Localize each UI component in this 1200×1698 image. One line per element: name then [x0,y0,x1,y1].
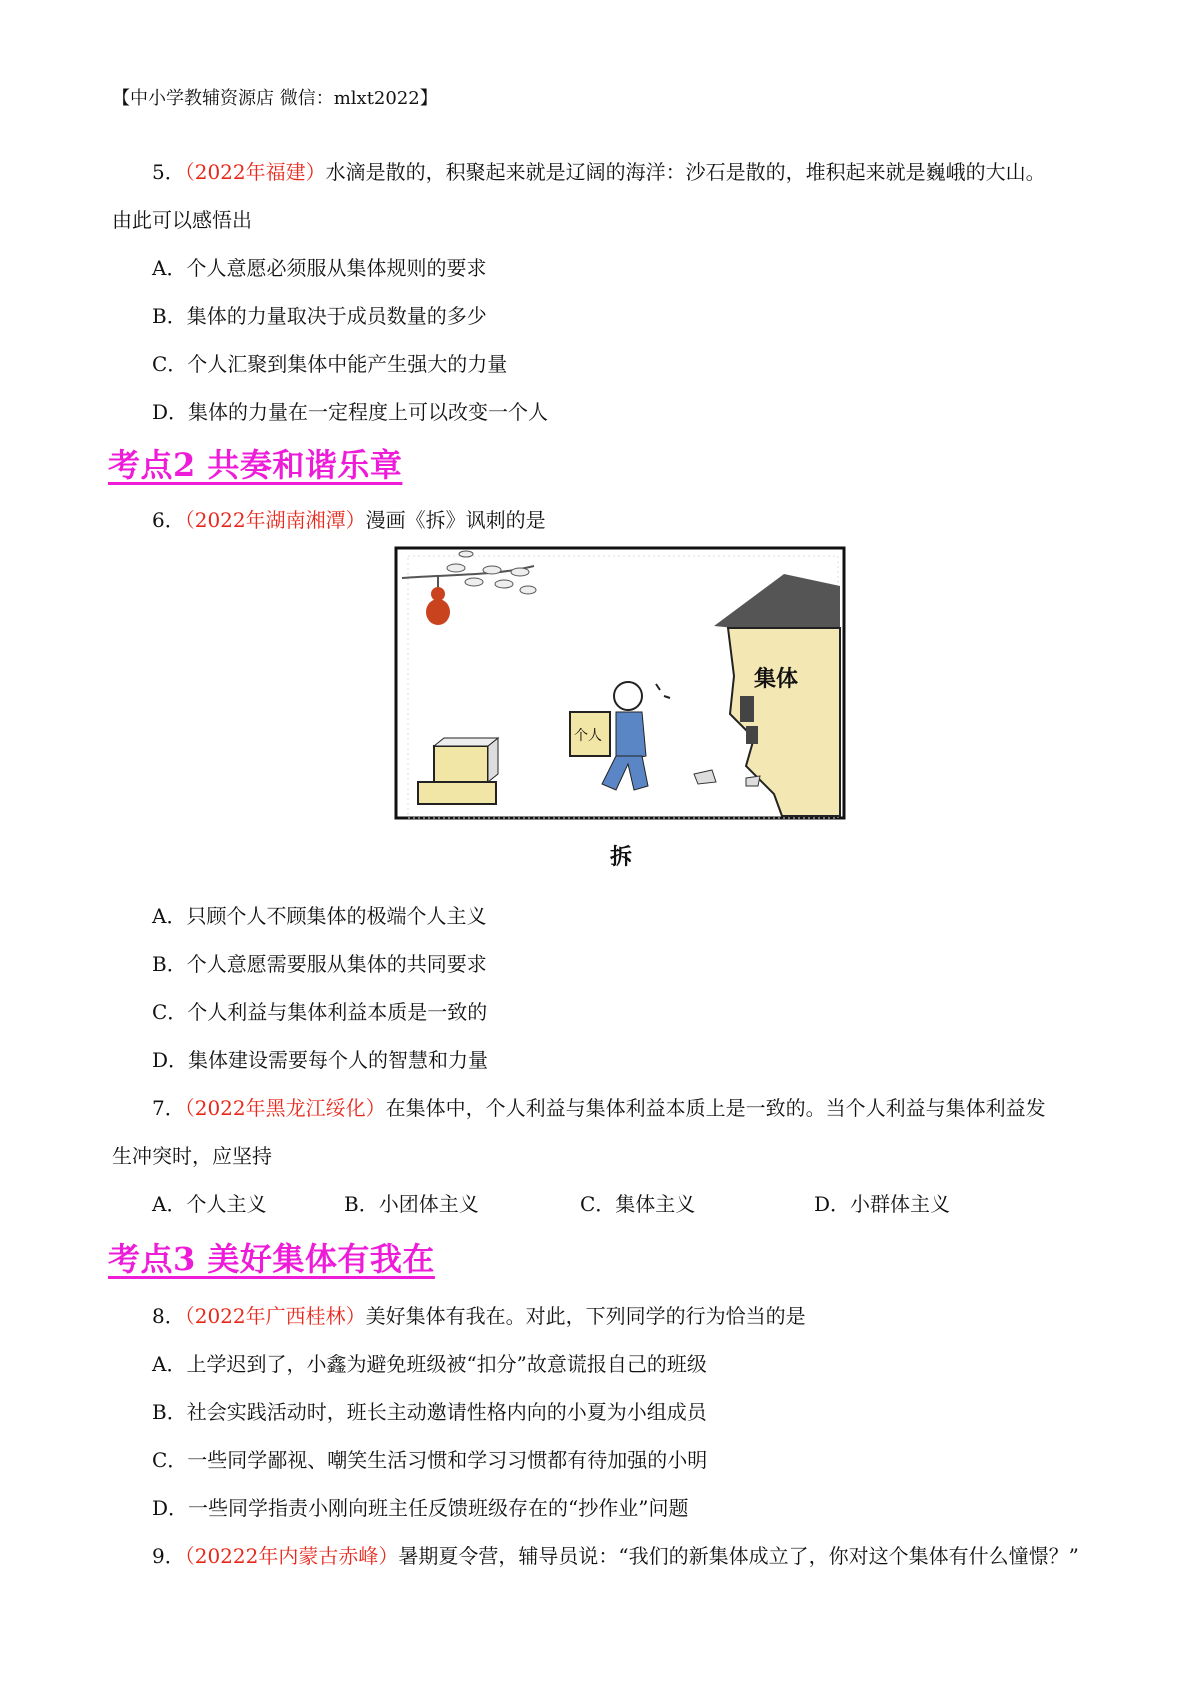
question-7-stem [152,1092,1046,1121]
comic-caption: 拆 [610,845,633,870]
question-number: 9． [152,1544,185,1568]
question-7-option-c: C．集体主义 [580,1192,696,1216]
question-5-stem [152,156,1046,185]
question-7-option-b: B．小团体主义 [344,1192,479,1216]
question-5-stem-cont: 由此可以感悟出 [112,208,252,232]
page-header: 【中小学教辅资源店 微信：mlxt2022】 [112,88,438,109]
question-5-option-b: B．集体的力量取决于成员数量的多少 [152,304,487,328]
question-7-option-d: D．小群体主义 [814,1192,951,1216]
question-text: 在集体中，个人利益与集体利益本质上是一致的。当个人利益与集体利益发 [385,1096,1046,1120]
section-heading-2: 考点2 共奏和谐乐章 [108,446,403,484]
question-source: （2022年湖南湘潭） [184,508,366,532]
question-6-option-d: D．集体建设需要每个人的智慧和力量 [152,1048,489,1072]
question-text: 美好集体有我在。对此，下列同学的行为恰当的是 [365,1304,806,1328]
question-9-stem [152,1540,1079,1569]
question-number: 6． [152,508,185,532]
section-heading-3: 考点3 美好集体有我在 [108,1240,435,1278]
question-7-option-a: A．个人主义 [152,1192,267,1216]
question-8-stem [152,1300,806,1329]
question-8-option-d: D．一些同学指责小刚向班主任反馈班级存在的“抄作业”问题 [152,1496,689,1520]
question-8-option-a: A．上学迟到了，小鑫为避免班级被“扣分”故意谎报自己的班级 [152,1352,707,1376]
question-7-stem-cont: 生冲突时，应坚持 [112,1144,272,1168]
question-6-option-c: C．个人利益与集体利益本质是一致的 [152,1000,488,1024]
question-5-option-a: A．个人意愿必须服从集体规则的要求 [152,256,487,280]
question-number: 8． [152,1304,185,1328]
question-source: （2022年黑龙江绥化） [184,1096,386,1120]
question-source: （2022年福建） [184,160,326,184]
house-label: 集体 [754,667,799,692]
question-text: 漫画《拆》讽刺的是 [365,508,546,532]
comic-illustration [394,546,846,832]
question-6-option-a: A．只顾个人不顾集体的极端个人主义 [152,904,487,928]
question-6-option-b: B．个人意愿需要服从集体的共同要求 [152,952,487,976]
question-source: （2022年广西桂林） [184,1304,366,1328]
question-5-option-d: D．集体的力量在一定程度上可以改变一个人 [152,400,549,424]
question-text: 暑期夏令营，辅导员说：“我们的新集体成立了，你对这个集体有什么憧憬？” [398,1544,1079,1568]
question-6-stem [152,504,546,533]
question-8-option-b: B．社会实践活动时，班长主动邀请性格内向的小夏为小组成员 [152,1400,707,1424]
comic-svg [394,546,846,832]
question-source: （20222年内蒙古赤峰） [184,1544,399,1568]
question-number: 5． [152,160,185,184]
question-5-option-c: C．个人汇聚到集体中能产生强大的力量 [152,352,508,376]
question-text: 水滴是散的，积聚起来就是辽阔的海洋：沙石是散的，堆积起来就是巍峨的大山。 [325,160,1046,184]
question-8-option-c: C．一些同学鄙视、嘲笑生活习惯和学习习惯都有待加强的小明 [152,1448,708,1472]
question-number: 7． [152,1096,185,1120]
box-label: 个人 [574,728,602,744]
